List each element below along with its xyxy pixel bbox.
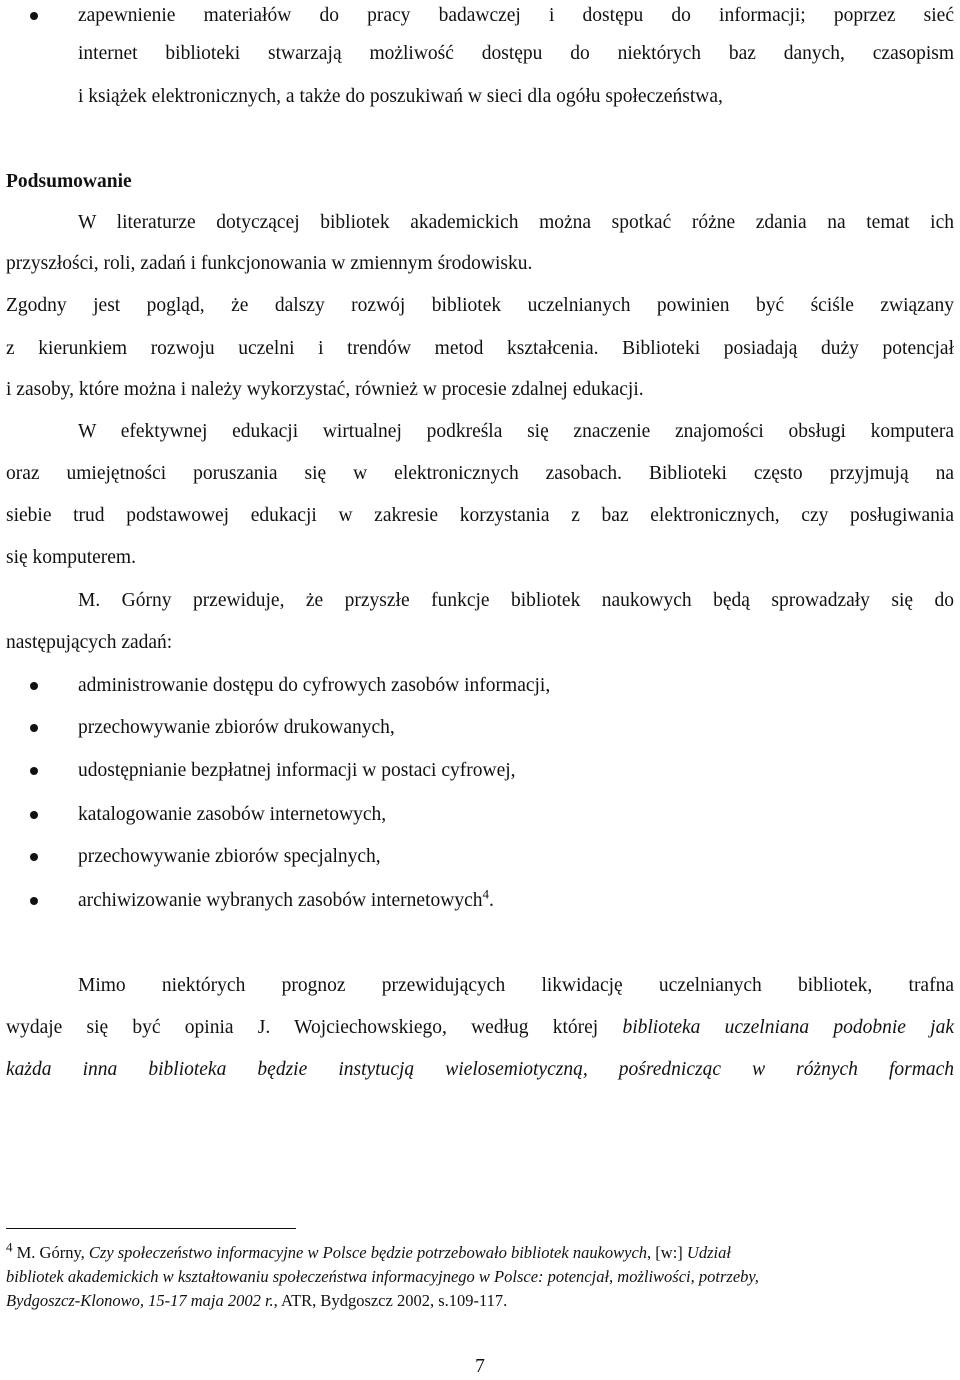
list-item-end: . (488, 890, 494, 911)
footnote-text: , ATR, Bydgoszcz 2002, s.109-117. (273, 1291, 508, 1310)
paragraph-line (6, 1015, 954, 1041)
paragraph-line: następujących zadań: (6, 632, 173, 653)
paragraph-line: z kierunkiem rozwoju uczelni i trendów metod kształcenia. Biblioteki posiadają duży potencjał (6, 338, 954, 359)
footnote-title: Bydgoszcz-Klonowo, 15-17 maja 2002 r. (6, 1291, 274, 1310)
bullet-marker (30, 724, 38, 732)
paragraph-line: przyszłości, roli, zadań i funkcjonowania w zmiennym środowisku. (6, 253, 533, 274)
bullet-marker (30, 811, 38, 819)
list-item: przechowywanie zbiorów specjalnych, (78, 846, 381, 867)
bullet-text-line: zapewnienie materiałów do pracy badawczej i dostępu do informacji; poprzez sieć (78, 5, 954, 26)
footnote-line (6, 1266, 952, 1288)
page-number: 7 (475, 1356, 485, 1377)
footnote-separator (6, 1228, 296, 1229)
paragraph-line: siebie trud podstawowej edukacji w zakresie korzystania z baz elektronicznych, czy posługiwania (6, 505, 954, 526)
bullet-text-line: i książek elektronicznych, a także do poszukiwań w sieci dla ogółu społeczeństwa, (78, 86, 723, 107)
bullet-marker (30, 853, 38, 861)
paragraph-line: M. Górny przewiduje, że przyszłe funkcje bibliotek naukowych będą sprowadzały się do (78, 590, 954, 611)
bullet-marker (30, 767, 38, 775)
footnote-title: bibliotek akademickich w kształtowaniu społeczeństwa informacyjnego w Polsce: potencjał, możliwości, potrzeby, (6, 1267, 759, 1286)
paragraph-line: Zgodny jest pogląd, że dalszy rozwój bibliotek uczelnianych powinien być ściśle związany (6, 295, 954, 316)
paragraph-line: Mimo niektórych prognoz przewidujących likwidację uczelnianych bibliotek, trafna (78, 975, 954, 996)
bullet-marker (30, 897, 38, 905)
bullet-marker (30, 12, 38, 20)
footnote-line (6, 1239, 952, 1264)
paragraph-line (6, 1057, 954, 1083)
list-item: administrowanie dostępu do cyfrowych zasobów informacji, (78, 675, 551, 696)
list-item: katalogowanie zasobów internetowych, (78, 804, 387, 825)
footnote-number: 4 (6, 1239, 13, 1255)
bullet-text-line: internet biblioteki stwarzają możliwość dostępu do niektórych baz danych, czasopism (78, 43, 954, 64)
paragraph-text: wydaje się być opinia J. Wojciechowskiego, według której (6, 1017, 623, 1038)
bullet-marker (30, 682, 38, 690)
footnote-title: Czy społeczeństwo informacyjne w Polsce będzie potrzebowało bibliotek naukowych (88, 1243, 648, 1262)
paragraph-line: W efektywnej edukacji wirtualnej podkreśla się znaczenie znajomości obsługi komputera (78, 421, 954, 442)
paragraph-line: oraz umiejętności poruszania się w elektronicznych zasobach. Biblioteki często przyjmują na (6, 463, 954, 484)
footnote-title: Udział (686, 1243, 731, 1262)
list-item: udostępnianie bezpłatnej informacji w postaci cyfrowej, (78, 760, 516, 781)
list-item (78, 888, 960, 914)
list-item: przechowywanie zbiorów drukowanych, (78, 717, 395, 738)
footnote-reference[interactable]: 4 (482, 886, 489, 902)
paragraph-line: i zasoby, które można i należy wykorzystać, również w procesie zdalnej edukacji. (6, 379, 644, 400)
footnote-text: , [w:] (647, 1243, 687, 1262)
footnote-line (6, 1290, 952, 1312)
quote-text: biblioteka uczelniana podobnie jak (622, 1017, 954, 1038)
paragraph-line: się komputerem. (6, 547, 136, 568)
section-heading: Podsumowanie (6, 171, 132, 192)
quote-text: każda inna biblioteka będzie instytucją wielosemiotyczną, pośrednicząc w różnych formach (6, 1059, 954, 1080)
footnote-text: M. Górny, (12, 1243, 89, 1262)
list-item-text: archiwizowanie wybranych zasobów internetowych (78, 890, 483, 911)
paragraph-line: W literaturze dotyczącej bibliotek akademickich można spotkać różne zdania na temat ich (78, 212, 954, 233)
